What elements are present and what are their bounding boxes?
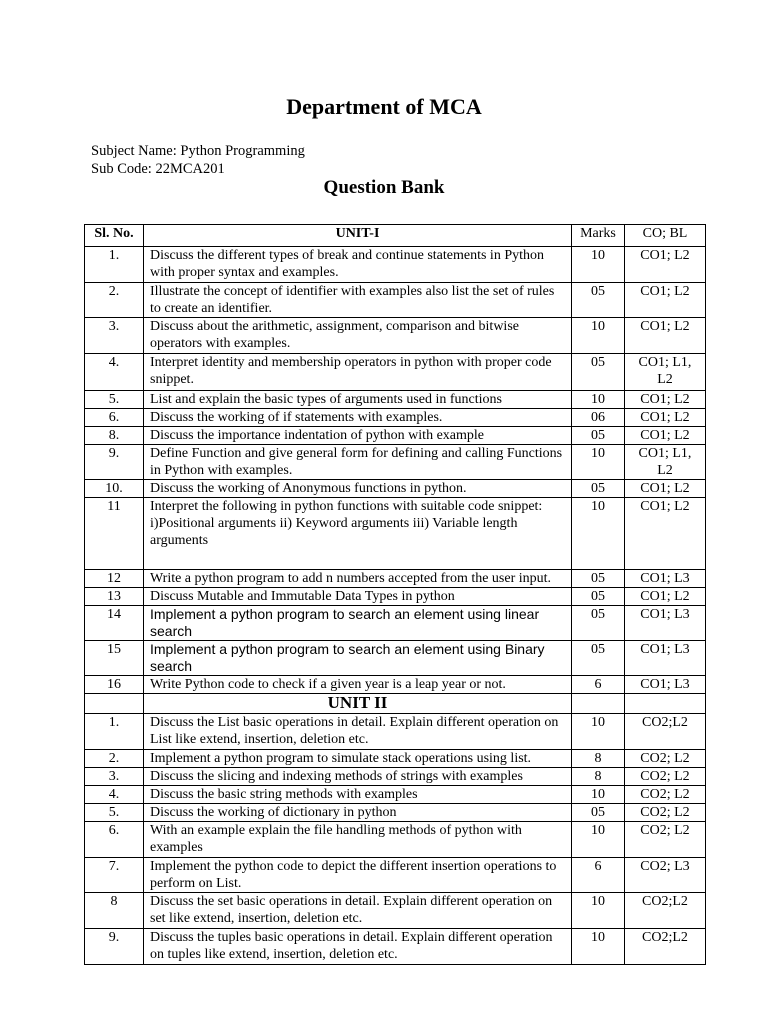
empty-cell [625,694,706,714]
table-row [85,822,706,858]
marks-value: 05 [572,283,625,318]
table-row [85,804,706,822]
table-row [85,318,706,354]
unit-2-heading-row [85,694,706,714]
question-number: 9. [85,445,144,480]
question-text: Discuss the List basic operations in detail. Explain different operation on List like extend, insertion, deletion etc. [144,714,572,750]
marks-value: 10 [572,445,625,480]
question-text: Discuss the working of if statements with examples. [144,409,572,427]
question-text: Discuss the importance indentation of python with example [144,427,572,445]
question-text: List and explain the basic types of arguments used in functions [144,391,572,409]
question-number: 5. [85,391,144,409]
question-text: Illustrate the concept of identifier with examples also list the set of rules to create an identifier. [144,283,572,318]
table-row [85,606,706,641]
table-row [85,676,706,694]
question-number: 10. [85,480,144,498]
co-bl-value: CO2; L2 [625,786,706,804]
co-bl-value: CO2;L2 [625,714,706,750]
marks-value: 10 [572,391,625,409]
co-bl-value: CO1; L2 [625,480,706,498]
question-number: 15 [85,641,144,676]
marks-value: 05 [572,606,625,641]
table-row [85,409,706,427]
table-row [85,929,706,965]
co-bl-value: CO2; L2 [625,750,706,768]
table-row [85,283,706,318]
co-bl-value: CO2; L2 [625,822,706,858]
header-sl-no: Sl. No. [85,225,144,247]
marks-value: 10 [572,318,625,354]
table-row [85,641,706,676]
question-number: 12 [85,570,144,588]
question-number: 16 [85,676,144,694]
question-text: With an example explain the file handling methods of python with examples [144,822,572,858]
question-number: 6. [85,409,144,427]
department-title: Department of MCA [286,94,482,119]
table-row [85,858,706,893]
table-row [85,588,706,606]
marks-value: 05 [572,354,625,391]
marks-value: 10 [572,929,625,965]
co-bl-value: CO1; L3 [625,641,706,676]
table-row [85,750,706,768]
table-row [85,893,706,929]
question-text: Implement the python code to depict the different insertion operations to perform on List. [144,858,572,893]
co-bl-value: CO2;L2 [625,893,706,929]
co-bl-value: CO2; L2 [625,804,706,822]
co-bl-value: CO1; L2 [625,247,706,283]
table-header-row [85,225,706,247]
question-text: Implement a python program to search an element using linear search [144,606,572,641]
question-number: 2. [85,283,144,318]
table-row [85,354,706,391]
question-bank-title: Question Bank [323,177,445,198]
question-text: Discuss the tuples basic operations in detail. Explain different operation on tuples like extend, insertion, deletion etc. [144,929,572,965]
question-text: Write a python program to add n numbers accepted from the user input. [144,570,572,588]
question-number: 8 [85,893,144,929]
table-row [85,570,706,588]
table-row [85,427,706,445]
marks-value: 10 [572,498,625,570]
marks-value: 6 [572,858,625,893]
co-bl-value: CO2; L3 [625,858,706,893]
co-bl-value: CO1; L1, L2 [625,354,706,391]
table-row [85,247,706,283]
question-number: 14 [85,606,144,641]
question-number: 13 [85,588,144,606]
question-text: Discuss the different types of break and continue statements in Python with proper syntax and examples. [144,247,572,283]
question-number: 9. [85,929,144,965]
co-bl-value: CO1; L2 [625,391,706,409]
question-text: Implement a python program to search an element using Binary search [144,641,572,676]
question-text: Discuss Mutable and Immutable Data Types in python [144,588,572,606]
subject-name: Subject Name: Python Programming [91,143,305,159]
marks-value: 05 [572,427,625,445]
question-number: 6. [85,822,144,858]
marks-value: 8 [572,768,625,786]
question-text: Write Python code to check if a given year is a leap year or not. [144,676,572,694]
marks-value: 8 [572,750,625,768]
co-bl-value: CO1; L2 [625,498,706,570]
marks-value: 10 [572,786,625,804]
question-number: 3. [85,318,144,354]
question-text: Implement a python program to simulate stack operations using list. [144,750,572,768]
subject-code: Sub Code: 22MCA201 [91,161,225,177]
co-bl-value: CO1; L2 [625,283,706,318]
marks-value: 06 [572,409,625,427]
marks-value: 10 [572,714,625,750]
empty-cell [85,694,144,714]
co-bl-value: CO1; L3 [625,676,706,694]
marks-value: 05 [572,804,625,822]
unit-2-heading: UNIT II [144,694,572,714]
header-marks: Marks [572,225,625,247]
question-text: Discuss about the arithmetic, assignment, comparison and bitwise operators with examples. [144,318,572,354]
co-bl-value: CO1; L2 [625,409,706,427]
marks-value: 10 [572,247,625,283]
co-bl-value: CO1; L2 [625,588,706,606]
table-row [85,714,706,750]
co-bl-value: CO2;L2 [625,929,706,965]
marks-value: 05 [572,641,625,676]
question-number: 2. [85,750,144,768]
question-number: 11 [85,498,144,570]
header-co-bl: CO; BL [625,225,706,247]
co-bl-value: CO1; L2 [625,427,706,445]
table-row [85,391,706,409]
question-number: 3. [85,768,144,786]
question-subtext: i)Positional arguments ii) Keyword arguments iii) Variable length arguments [150,516,518,548]
co-bl-value: CO1; L2 [625,318,706,354]
marks-value: 05 [572,480,625,498]
question-text: Discuss the working of Anonymous functions in python. [144,480,572,498]
question-number: 4. [85,354,144,391]
question-number: 7. [85,858,144,893]
unit-1-heading: UNIT-I [144,225,572,247]
question-number: 8. [85,427,144,445]
table-row [85,498,706,570]
question-text: Interpret identity and membership operators in python with proper code snippet. [144,354,572,391]
question-number: 5. [85,804,144,822]
marks-value: 6 [572,676,625,694]
question-text: Interpret the following in python functions with suitable code snippet: [150,499,543,514]
table-row [85,480,706,498]
marks-value: 10 [572,893,625,929]
marks-value: 05 [572,588,625,606]
table-row [85,768,706,786]
question-number: 1. [85,714,144,750]
table-row [85,445,706,480]
table-row [85,786,706,804]
co-bl-value: CO1; L1, L2 [625,445,706,480]
marks-value: 10 [572,822,625,858]
marks-value: 05 [572,570,625,588]
question-number: 4. [85,786,144,804]
co-bl-value: CO2; L2 [625,768,706,786]
question-text: Discuss the slicing and indexing methods of strings with examples [144,768,572,786]
question-text: Discuss the set basic operations in detail. Explain different operation on set like extend, insertion, deletion etc. [144,893,572,929]
empty-cell [572,694,625,714]
question-cell [144,498,572,570]
question-text: Discuss the basic string methods with examples [144,786,572,804]
question-text: Define Function and give general form for defining and calling Functions in Python with examples. [144,445,572,480]
question-text: Discuss the working of dictionary in python [144,804,572,822]
co-bl-value: CO1; L3 [625,570,706,588]
question-number: 1. [85,247,144,283]
co-bl-value: CO1; L3 [625,606,706,641]
question-table [84,224,706,965]
